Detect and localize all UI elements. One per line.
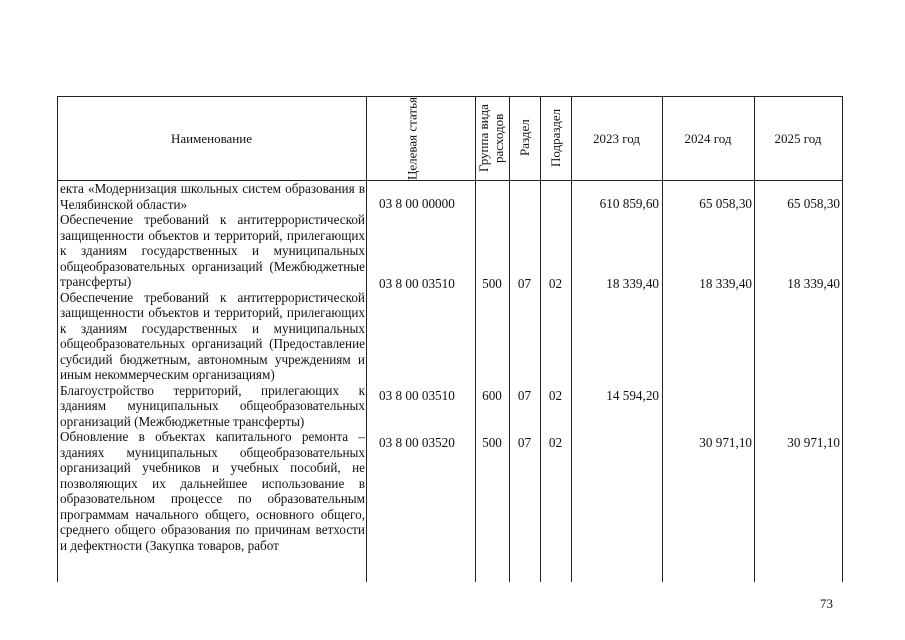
cell-group: 500: [482, 276, 502, 291]
header-section: Раздел: [517, 119, 532, 157]
cell-subsection: 02: [548, 276, 563, 291]
cell-2023: 14 594,20: [606, 388, 659, 403]
header-2023: 2023 год: [593, 130, 640, 146]
name-paragraph: Благоустройство территорий, прилегающих к зданиям муниципальных общеобразовательных организаций (Межбюджетные трансферты): [60, 382, 365, 429]
cell-subsection: 02: [548, 388, 563, 403]
header-subsection: Подраздел: [548, 108, 563, 168]
cell-2024: 18 339,40: [699, 276, 752, 291]
cell-section: 07: [517, 276, 532, 291]
cell-target: 03 8 00 03520: [379, 435, 455, 450]
page-number: 73: [820, 596, 833, 611]
cell-2024: 30 971,10: [699, 435, 752, 450]
name-column: [60, 181, 365, 553]
cell-section: 07: [517, 388, 532, 403]
cell-2024: 65 058,30: [699, 196, 752, 211]
col-border: [842, 96, 843, 582]
cell-target: 03 8 00 00000: [379, 196, 455, 211]
cell-target: 03 8 00 03510: [379, 276, 455, 291]
cell-2025: 30 971,10: [787, 435, 840, 450]
name-paragraph: Обновление в объектах капитального ремонта – зданиях муниципальных общеобразовательных организаций учебников и учебных пособий, не позволяющих их дальнейшее использование в образовательном процессе по образовательным программам начального общего, основного общего, среднего общего образования по причинам ветхости и дефектности (Закупка товаров, работ: [60, 429, 365, 553]
name-paragraph: Обеспечение требований к антитеррористической защищенности объектов и территорий, прилегающих к зданиям государственных и муниципальных общеобразовательных организаций (Предоставление субсидий бюджетным, автономным учреждениям и иным некоммерческим организациям): [60, 289, 365, 382]
cell-2025: 18 339,40: [787, 276, 840, 291]
header-2024: 2024 год: [684, 130, 732, 146]
header-2025: 2025 год: [774, 130, 822, 146]
cell-group: 500: [482, 435, 502, 450]
cell-2023: 610 859,60: [599, 196, 659, 211]
name-paragraph: екта «Модернизация школьных систем образования в Челябинской области»: [60, 181, 365, 212]
header-name: Наименование: [171, 130, 252, 146]
cell-target: 03 8 00 03510: [379, 388, 455, 403]
name-paragraph: Обеспечение требований к антитеррористической защищенности объектов и территорий, прилегающих к зданиям государственных и муниципальных общеобразовательных организаций (Межбюджетные трансферты): [60, 212, 365, 289]
cell-group: 600: [482, 388, 502, 403]
header-group: Группа вида расходов: [476, 104, 506, 172]
cell-2023: 18 339,40: [606, 276, 659, 291]
budget-table: [57, 96, 843, 582]
cell-subsection: 02: [548, 435, 563, 450]
cell-2025: 65 058,30: [787, 196, 840, 211]
cell-section: 07: [517, 435, 532, 450]
header-target: Целевая статья: [404, 96, 420, 180]
